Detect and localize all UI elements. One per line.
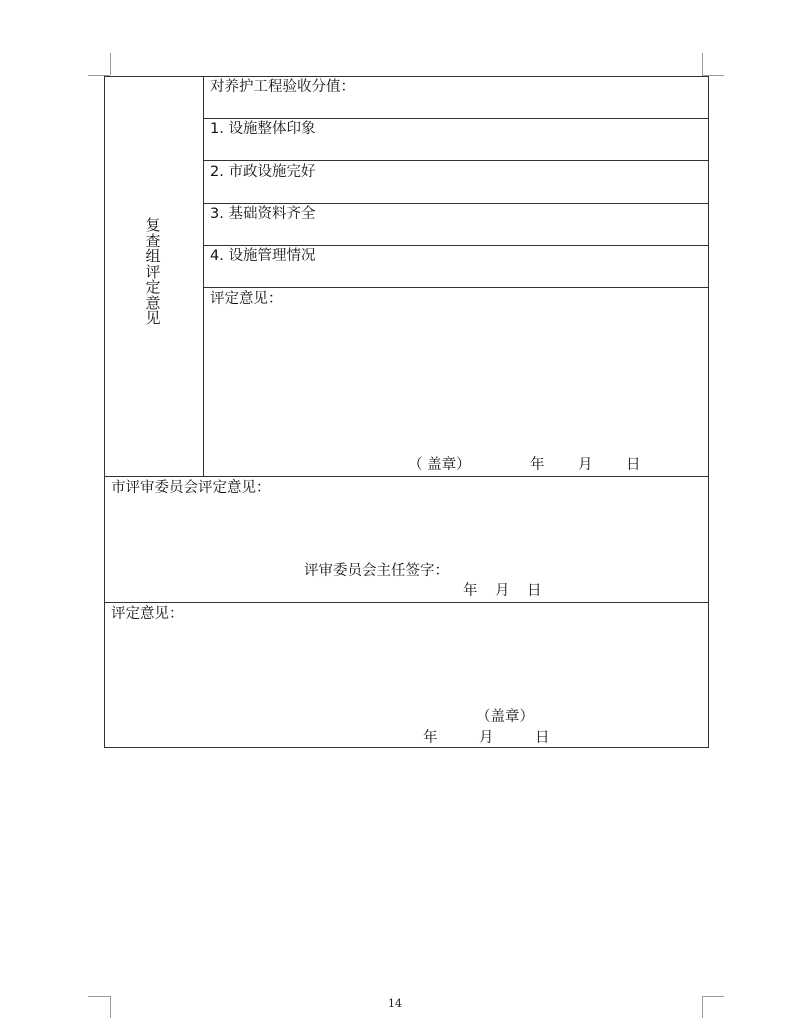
row-divider-2 [203, 160, 709, 161]
row-divider-3 [203, 203, 709, 204]
city-committee-year: 年 [463, 583, 478, 599]
row-divider-1 [203, 118, 709, 119]
side-label-char: 评 [145, 262, 161, 281]
page-number: 14 [388, 997, 402, 1010]
form-table [104, 76, 709, 748]
row-divider-5 [203, 287, 709, 288]
section-divider-city [104, 476, 709, 477]
side-label-char: 复 [145, 216, 161, 234]
final-seal: （盖章） [476, 709, 534, 725]
final-year: 年 [423, 730, 438, 746]
section-divider-final [104, 602, 709, 603]
row-divider-4 [203, 245, 709, 246]
city-committee-day: 日 [527, 583, 542, 599]
item-facilities-intact: 2. 市政设施完好 [210, 164, 316, 180]
side-label-char: 见 [145, 309, 161, 327]
review-group-opinion-label: 评定意见： [210, 291, 283, 307]
side-label-char: 组 [145, 247, 161, 265]
final-month: 月 [479, 730, 494, 746]
city-committee-month: 月 [495, 583, 510, 599]
city-committee-opinion-label: 市评审委员会评定意见： [111, 480, 271, 496]
final-day: 日 [535, 730, 550, 746]
crop-mark-top-right-v [702, 53, 703, 75]
item-overall-impression: 1. 设施整体印象 [210, 121, 316, 137]
committee-chair-signature-label: 评审委员会主任签字： [304, 563, 449, 579]
review-group-column-divider [203, 76, 204, 477]
item-records-complete: 3. 基础资料齐全 [210, 206, 316, 222]
review-group-year: 年 [530, 457, 545, 473]
review-group-day: 日 [626, 457, 641, 473]
score-heading: 对养护工程验收分值： [210, 79, 355, 95]
review-group-month: 月 [578, 457, 593, 473]
review-group-side-label [143, 218, 163, 327]
review-group-seal: （ 盖章） [408, 457, 471, 473]
final-opinion-label: 评定意见： [111, 606, 184, 622]
crop-mark-top-left-v [110, 53, 111, 75]
item-facility-management: 4. 设施管理情况 [210, 248, 316, 264]
side-label-char: 定 [145, 278, 161, 296]
side-label-char: 查 [145, 231, 161, 250]
side-label-char: 意 [145, 293, 161, 312]
